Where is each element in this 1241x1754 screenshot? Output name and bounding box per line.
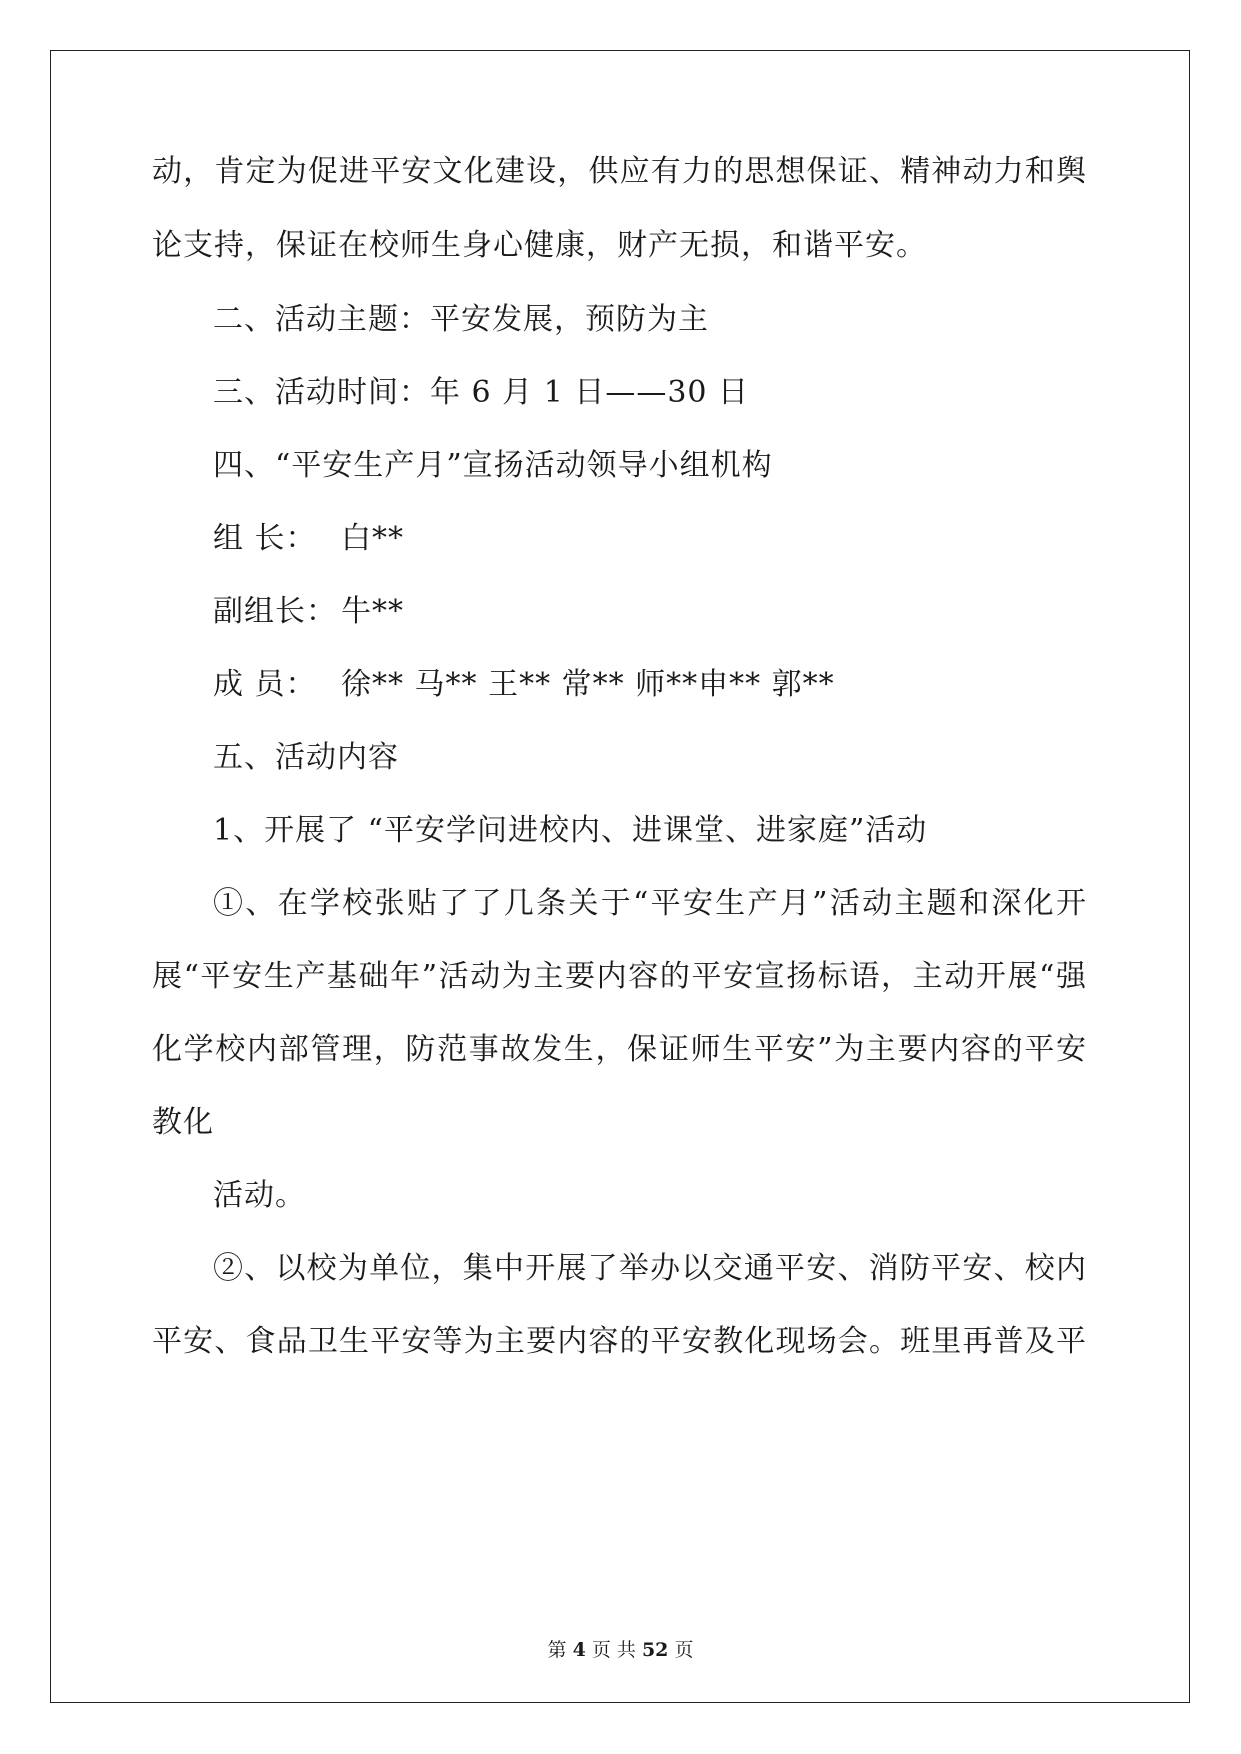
section-heading-theme: 二、活动主题：平安发展，预防为主 xyxy=(213,302,709,337)
paragraph-line: 展“平安生产基础年”活动为主要内容的平安宣扬标语，主动开展“强 xyxy=(152,959,1087,994)
section-heading-organization: 四、“平安生产月”宣扬活动领导小组机构 xyxy=(213,448,773,483)
page-footer xyxy=(0,1638,1241,1662)
leader-name: 白** xyxy=(341,521,404,556)
paragraph-line: 平安、食品卫生平安等为主要内容的平安教化现场会。班里再普及平 xyxy=(152,1324,1087,1359)
deputy-label: 副组长： xyxy=(213,594,337,629)
members-row xyxy=(213,665,835,705)
section-heading-time: 三、活动时间：年 6 月 1 日——30 日 xyxy=(213,375,750,410)
page-border xyxy=(50,50,1190,1703)
leader-label: 组 长： xyxy=(213,521,317,556)
deputy-row xyxy=(213,592,404,632)
paragraph-line: 活动。 xyxy=(213,1178,306,1213)
footer-prefix: 第 xyxy=(547,1639,573,1661)
current-page-number: 4 xyxy=(572,1639,586,1661)
paragraph-line: ②、以校为单位，集中开展了举办以交通平安、消防平安、校内 xyxy=(213,1251,1087,1286)
content-item-1: 1、开展了 “平安学问进校内、进课堂、进家庭”活动 xyxy=(213,813,928,848)
paragraph-line: 教化 xyxy=(152,1105,214,1140)
members-names: 徐** 马** 王** 常** 师**申** 郭** xyxy=(341,667,835,702)
paragraph-line: ①、在学校张贴了了几条关于“平安生产月”活动主题和深化开 xyxy=(213,886,1087,921)
footer-middle: 页 共 xyxy=(585,1639,642,1661)
leader-row xyxy=(213,519,404,559)
section-heading-content: 五、活动内容 xyxy=(213,740,399,775)
deputy-name: 牛** xyxy=(341,594,404,629)
total-page-count: 52 xyxy=(641,1639,669,1661)
paragraph-line: 动，肯定为促进平安文化建设，供应有力的思想保证、精神动力和舆 xyxy=(152,154,1087,189)
paragraph-line: 化学校内部管理，防范事故发生，保证师生平安”为主要内容的平安 xyxy=(152,1032,1087,1067)
footer-suffix: 页 xyxy=(668,1639,694,1661)
paragraph-line: 论支持，保证在校师生身心健康，财产无损，和谐平安。 xyxy=(152,228,927,263)
members-label: 成 员： xyxy=(213,667,317,702)
